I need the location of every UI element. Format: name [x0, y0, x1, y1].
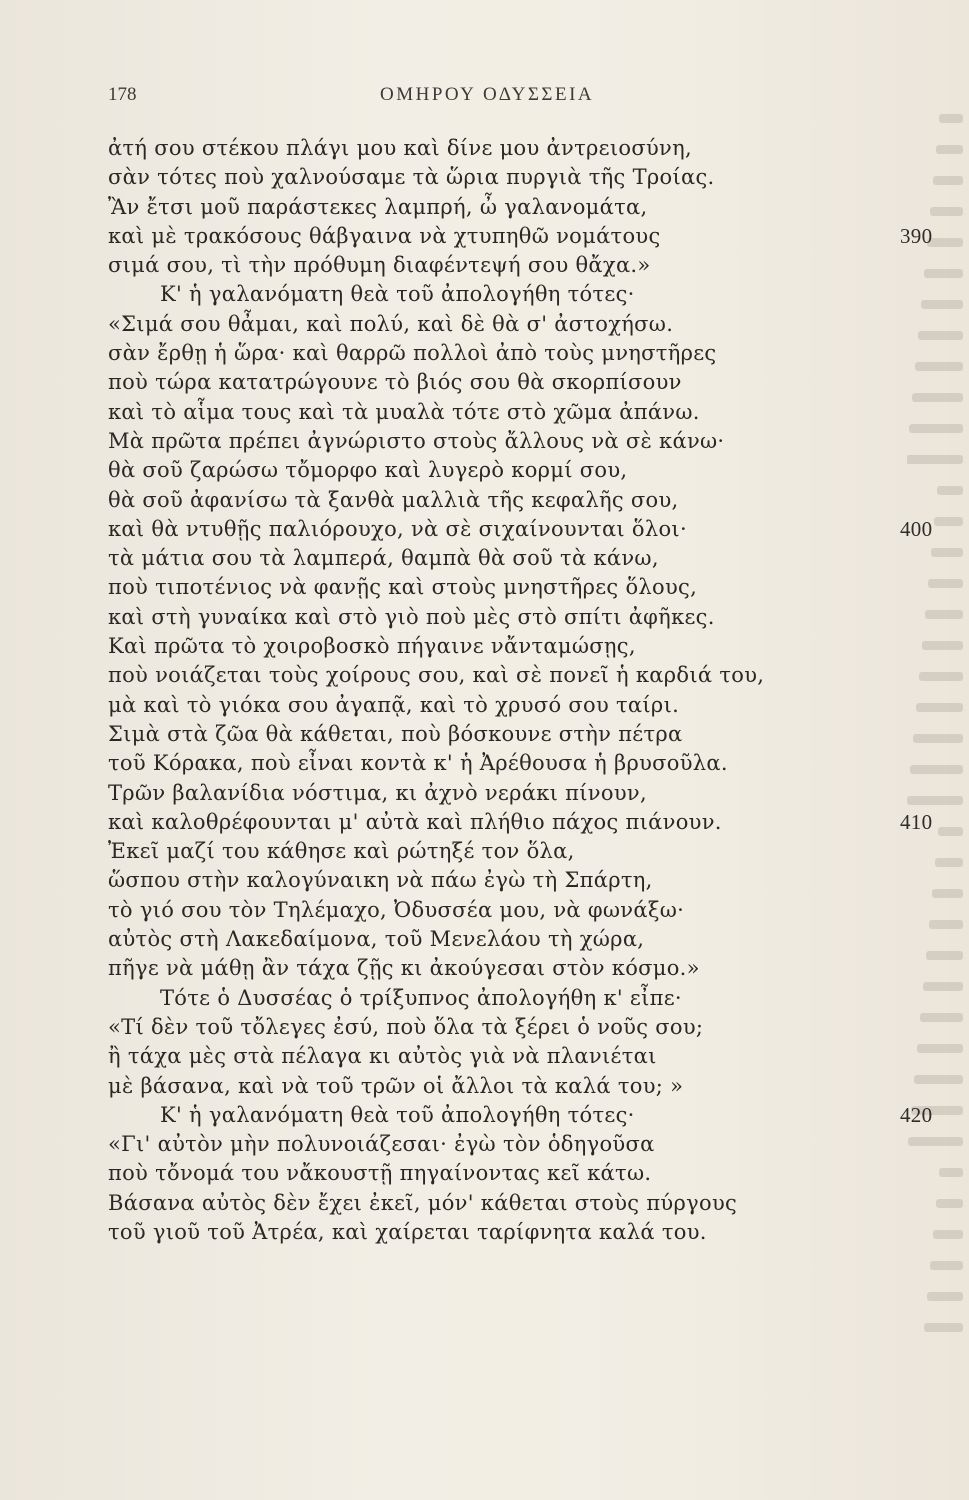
verse-text: Βάσανα αὐτὸς δὲν ἔχει ἐκεῖ, μόν' κάθεται στοὺς πύργους — [108, 1190, 738, 1215]
show-through-mark — [923, 982, 963, 991]
show-through-mark — [916, 703, 963, 712]
verse-text: «Τί δὲν τοῦ τὄλεγες ἐσύ, ποὺ ὅλα τὰ ξέρει ὁ νοῦς σου; — [108, 1014, 704, 1039]
verse-line — [108, 544, 898, 573]
verse-line — [108, 1159, 898, 1188]
verse-line — [108, 925, 898, 954]
line-number: 420 — [900, 1102, 933, 1127]
facing-page-show-through — [907, 110, 969, 1360]
verse-line — [108, 427, 898, 456]
verse-text: πῆγε νὰ μάθῃ ἂν τάχα ζῇς κι ἀκούγεσαι στὸν κόσμο.» — [108, 956, 700, 981]
show-through-mark — [910, 765, 963, 774]
verse-line — [108, 1101, 933, 1130]
verse-text: ἀτή σου στέκου πλάγι μου καὶ δίνε μου ἀντρειοσύνη, — [108, 136, 692, 160]
show-through-mark — [931, 548, 963, 557]
show-through-mark — [937, 486, 963, 495]
verse-text: ποὺ νοιάζεται τοὺς χοίρους σου, καὶ σὲ πονεῖ ἡ καρδιά του, — [108, 663, 765, 688]
verse-line — [108, 368, 898, 397]
show-through-mark — [915, 362, 963, 371]
running-title: ΟΜΗΡΟΥ ΟΔΥΣΣΕΙΑ — [380, 84, 595, 105]
verse-text: Σιμὰ στὰ ζῶα θὰ κάθεται, ποὺ βόσκουνε στὴν πέτρα — [108, 721, 683, 746]
verse-line — [108, 573, 898, 602]
verse-line — [108, 749, 898, 778]
show-through-mark — [907, 455, 963, 464]
verse-text: Τρῶν βαλανίδια νόστιμα, κι ἀχνὸ νεράκι πίνουν, — [108, 780, 647, 805]
verse-line — [108, 222, 933, 251]
show-through-mark — [920, 1013, 963, 1022]
verse-line — [108, 515, 933, 544]
verse-line — [108, 251, 898, 280]
verse-text: σὰν τότες ποὺ χαλνούσαμε τὰ ὥρια πυργιὰ τῆς Τροίας. — [108, 165, 715, 190]
show-through-mark — [933, 176, 963, 185]
show-through-mark — [921, 300, 963, 309]
verse-text: σὰν ἔρθῃ ἡ ὥρα· καὶ θαρρῶ πολλοὶ ἀπὸ τοὺς μνηστῆρες — [108, 341, 717, 366]
verse-text: θὰ σοῦ ζαρώσω τὄμορφο καὶ λυγερὸ κορμί σου, — [108, 458, 628, 483]
verse-text: ἢ τάχα μὲς στὰ πέλαγα κι αὐτὸς γιὰ νὰ πλανιέται — [108, 1044, 657, 1069]
show-through-mark — [927, 1292, 963, 1301]
line-number: 410 — [900, 809, 933, 834]
show-through-mark — [938, 827, 963, 836]
verse-text: τὸ γιό σου τὸν Τηλέμαχο, Ὀδυσσέα μου, νὰ φωνάξω· — [108, 897, 685, 922]
verse-text: Ἐκεῖ μαζί του κάθησε καὶ ρώτηξέ τον ὅλα, — [108, 839, 575, 864]
show-through-mark — [934, 517, 963, 526]
show-through-mark — [928, 579, 963, 588]
verse-line — [108, 661, 898, 690]
verse-text: μὰ καὶ τὸ γιόκα σου ἀγαπᾷ, καὶ τὸ χρυσό σου ταίρι. — [108, 692, 680, 717]
show-through-mark — [914, 1075, 963, 1084]
show-through-mark — [930, 1261, 963, 1270]
show-through-mark — [924, 269, 963, 278]
line-number: 390 — [900, 223, 933, 248]
show-through-mark — [918, 331, 963, 340]
verse-text: καὶ στὴ γυναίκα καὶ στὸ γιὸ ποὺ μὲς στὸ σπίτι ἀφῆκες. — [108, 604, 715, 629]
verse-text: Καὶ πρῶτα τὸ χοιροβοσκὸ πήγαινε νἄνταμώσῃς, — [108, 634, 636, 659]
verse-line — [108, 837, 898, 866]
verse-text: θὰ σοῦ ἀφανίσω τὰ ξανθὰ μαλλιὰ τῆς κεφαλῆς σου, — [108, 487, 679, 512]
verse-line — [108, 1072, 898, 1101]
verse-text: μὲ βάσανα, καὶ νὰ τοῦ τρῶν οἱ ἄλλοι τὰ καλά του; » — [108, 1073, 684, 1098]
verse-text: Ἂν ἔτσι μοῦ παράστεκες λαμπρή, ὦ γαλανομάτα, — [108, 194, 648, 219]
show-through-mark — [909, 424, 963, 433]
verse-line — [108, 896, 898, 925]
verse-line — [108, 866, 898, 895]
verse-text: αὐτὸς στὴ Λακεδαίμονα, τοῦ Μενελάου τὴ χώρα, — [108, 927, 645, 952]
show-through-mark — [939, 114, 963, 123]
verse-line — [108, 720, 898, 749]
verse-text: «Σιμά σου θἆμαι, καὶ πολύ, καὶ δὲ θὰ σ' ἀστοχήσω. — [108, 311, 674, 336]
show-through-mark — [926, 951, 963, 960]
verse-line — [108, 456, 898, 485]
verse-line — [108, 339, 898, 368]
verse-text: ὥσπου στὴν καλογύναικη νὰ πάω ἐγὼ τὴ Σπάρτη, — [108, 868, 653, 893]
show-through-mark — [924, 1323, 963, 1332]
verse-block — [108, 134, 933, 1247]
verse-text: «Γι' αὐτὸν μὴν πολυνοιάζεσαι· ἐγὼ τὸν ὁδηγοῦσα — [108, 1132, 655, 1157]
verse-text: σιμά σου, τὶ τὴν πρόθυμη διαφέντεψή σου θἄχα.» — [108, 253, 651, 278]
verse-line — [108, 398, 898, 427]
verse-text: Κ' ἡ γαλανόματη θεὰ τοῦ ἀπολογήθη τότες· — [160, 1102, 635, 1127]
verse-line — [108, 779, 898, 808]
verse-text: τοῦ Κόρακα, ποὺ εἶναι κοντὰ κ' ἡ Ἀρέθουσα ἡ βρυσοῦλα. — [108, 751, 728, 776]
show-through-mark — [936, 145, 963, 154]
verse-line — [108, 310, 898, 339]
verse-line — [108, 1130, 898, 1159]
verse-line — [108, 1189, 898, 1218]
verse-text: ποὺ τιποτένιος νὰ φανῇς καὶ στοὺς μνηστῆρες ὅλους, — [108, 575, 698, 600]
show-through-mark — [922, 641, 963, 650]
verse-text: καὶ τὸ αἷμα τους καὶ τὰ μυαλὰ τότε στὸ χῶμα ἀπάνω. — [108, 399, 700, 424]
show-through-mark — [935, 858, 963, 867]
show-through-mark — [919, 672, 963, 681]
page-header — [0, 84, 969, 114]
verse-text: καὶ καλοθρέφουνται μ' αὐτὰ καὶ πλήθιο πάχος πιάνουν. — [108, 809, 722, 834]
verse-line — [108, 691, 898, 720]
page-number: 178 — [108, 84, 137, 105]
verse-text: καὶ μὲ τρακόσους θάβγαινα νὰ χτυπηθῶ νομάτους — [108, 223, 661, 248]
verse-text: τοῦ γιοῦ τοῦ Ἀτρέα, καὶ χαίρεται ταρίφνητα καλά του. — [108, 1219, 707, 1244]
verse-text: Μὰ πρῶτα πρέπει ἀγνώριστο στοὺς ἄλλους νὰ σὲ κάνω· — [108, 428, 725, 453]
show-through-mark — [932, 889, 963, 898]
show-through-mark — [908, 1137, 963, 1146]
verse-line — [108, 134, 898, 163]
verse-text: ποὺ τώρα κατατρώγουνε τὸ βιός σου θὰ σκορπίσουν — [108, 370, 682, 395]
verse-line — [108, 603, 898, 632]
show-through-mark — [939, 1168, 963, 1177]
verse-line — [108, 1218, 898, 1247]
verse-line — [108, 632, 898, 661]
line-number: 400 — [900, 516, 933, 541]
show-through-mark — [917, 1044, 963, 1053]
verse-line — [108, 1013, 898, 1042]
verse-line — [108, 163, 898, 192]
show-through-mark — [929, 920, 963, 929]
show-through-mark — [912, 393, 963, 402]
show-through-mark — [907, 796, 963, 805]
show-through-mark — [925, 610, 963, 619]
verse-line — [108, 954, 898, 983]
show-through-mark — [913, 734, 963, 743]
verse-line — [108, 1042, 898, 1071]
verse-line — [108, 280, 898, 309]
verse-line — [108, 984, 898, 1013]
verse-line — [108, 808, 933, 837]
verse-line — [108, 193, 898, 222]
show-through-mark — [930, 207, 963, 216]
verse-text: Τότε ὁ Δυσσέας ὁ τρίξυπνος ἀπολογήθη κ' εἶπε· — [160, 985, 682, 1010]
verse-text: τὰ μάτια σου τὰ λαμπερά, θαμπὰ θὰ σοῦ τὰ κάνω, — [108, 546, 659, 571]
verse-text: καὶ θὰ ντυθῇς παλιόρουχο, νὰ σὲ σιχαίνουνται ὅλοι· — [108, 516, 687, 541]
verse-text: Κ' ἡ γαλανόματη θεὰ τοῦ ἀπολογήθη τότες· — [160, 282, 635, 307]
show-through-mark — [933, 1230, 963, 1239]
verse-line — [108, 486, 898, 515]
verse-text: ποὺ τὄνομά του νἄκουστῇ πηγαίνοντας κεῖ κάτω. — [108, 1161, 652, 1186]
show-through-mark — [936, 1199, 963, 1208]
